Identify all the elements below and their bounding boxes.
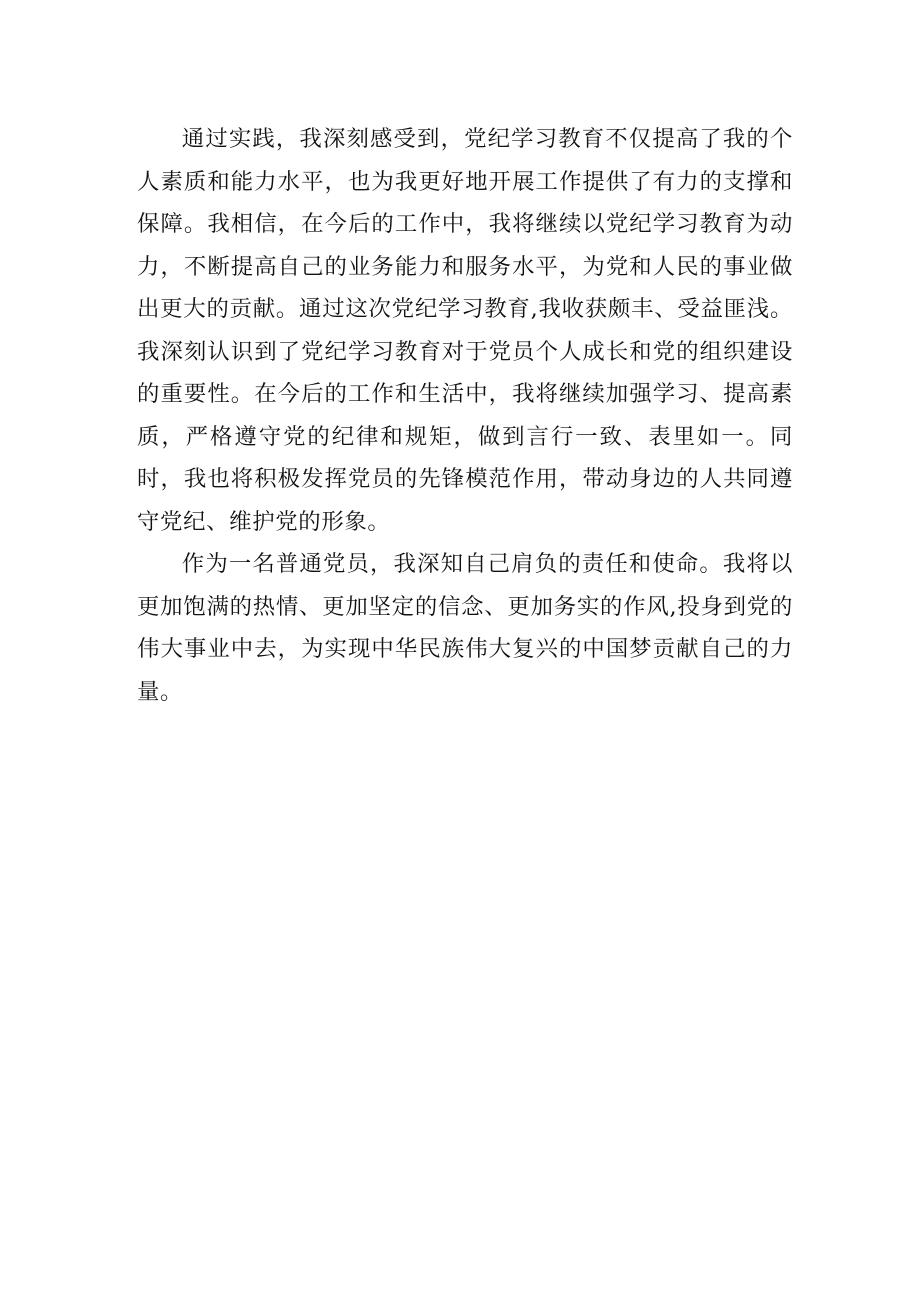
body-text xyxy=(137,118,793,713)
paragraph-2: 作为一名普通党员，我深知自己肩负的责任和使命。我将以更加饱满的热情、更加坚定的信念、更加务实的作风,投身到党的伟大事业中去，为实现中华民族伟大复兴的中国梦贡献自己的力量。 xyxy=(137,551,793,705)
paragraph-1: 通过实践，我深刻感受到，党纪学习教育不仅提高了我的个人素质和能力水平，也为我更好地开展工作提供了有力的支撑和保障。我相信，在今后的工作中，我将继续以党纪学习教育为动力，不断提高自己的业务能力和服务水平，为党和人民的事业做出更大的贡献。通过这次党纪学习教育,我收获颇丰、受益匪浅。我深刻认识到了党纪学习教育对于党员个人成长和党的组织建设的重要性。在今后的工作和生活中，我将继续加强学习、提高素质，严格遵守党的纪律和规矩，做到言行一致、表里如一。同时，我也将积极发挥党员的先锋模范作用，带动身边的人共同遵守党纪、维护党的形象。 xyxy=(137,126,793,535)
